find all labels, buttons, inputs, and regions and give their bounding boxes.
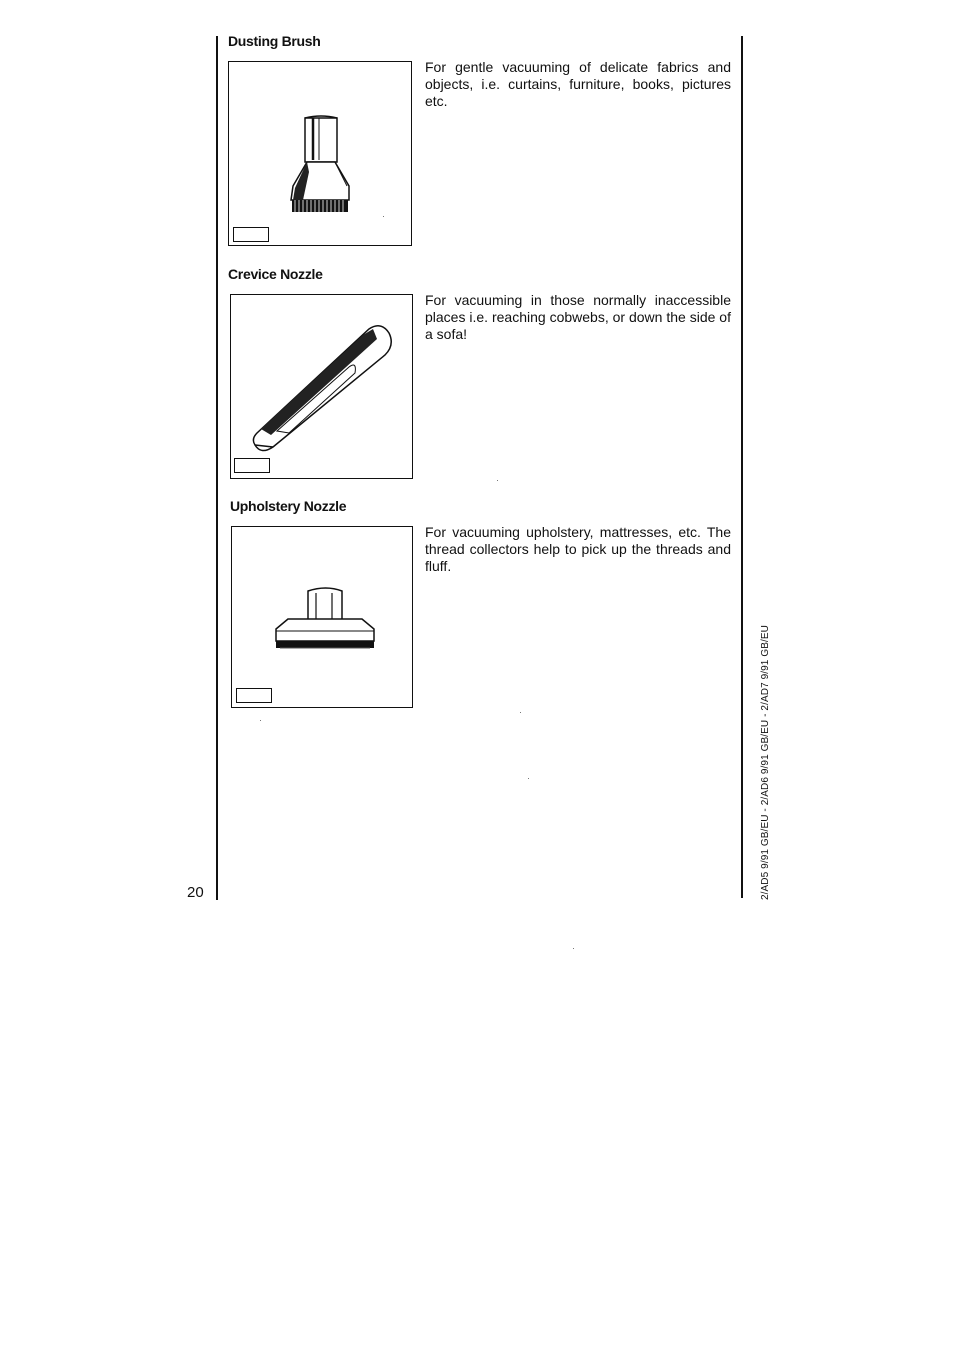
dusting-brush-figure	[228, 61, 412, 246]
figure-label-box	[233, 227, 269, 242]
scan-speck	[260, 720, 261, 721]
scan-speck	[520, 712, 521, 713]
scan-speck	[497, 480, 498, 481]
crevice-nozzle-icon	[231, 295, 414, 480]
crevice-nozzle-figure	[230, 294, 413, 479]
page-number: 20	[187, 884, 204, 901]
upholstery-nozzle-figure	[231, 526, 413, 708]
upholstery-nozzle-icon	[232, 527, 414, 709]
dusting-brush-description: For gentle vacuuming of delicate fabrics and objects, i.e. curtains, furniture, books, pictures etc.	[425, 59, 731, 109]
dusting-brush-heading: Dusting Brush	[228, 33, 321, 49]
figure-label-box	[236, 688, 272, 703]
footer-code: 2/AD5 9/91 GB/EU - 2/AD6 9/91 GB/EU - 2/AD7 9/91 GB/EU	[760, 625, 771, 900]
left-margin-rule	[216, 36, 218, 900]
right-margin-rule	[741, 36, 743, 898]
upholstery-nozzle-heading: Upholstery Nozzle	[230, 498, 347, 514]
figure-label-box	[234, 458, 270, 473]
dusting-brush-icon	[229, 62, 413, 247]
scan-speck	[383, 216, 384, 217]
crevice-nozzle-heading: Crevice Nozzle	[228, 266, 323, 282]
scan-speck	[528, 778, 529, 779]
upholstery-nozzle-description: For vacuuming upholstery, mattresses, etc. The thread collectors help to pick up the threads and fluff.	[425, 524, 731, 574]
scan-speck	[573, 948, 574, 949]
crevice-nozzle-description: For vacuuming in those normally inaccessible places i.e. reaching cobwebs, or down the side of a sofa!	[425, 292, 731, 342]
